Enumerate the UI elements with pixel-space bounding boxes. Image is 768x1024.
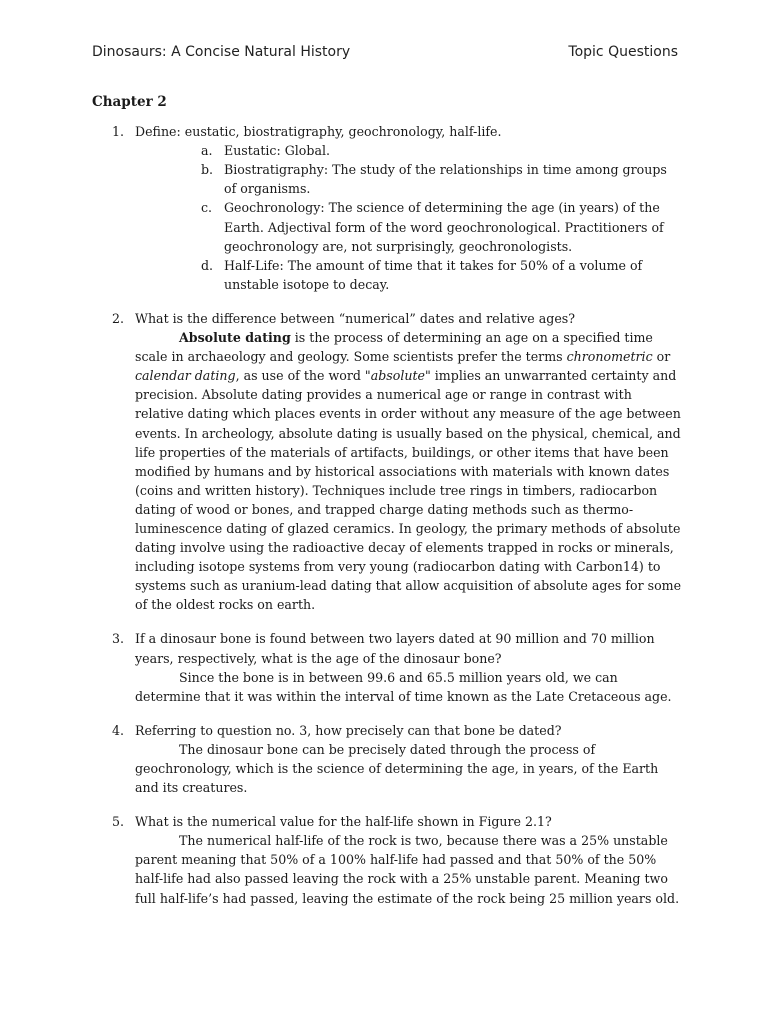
answer-italic-term: "absolute" (364, 368, 431, 384)
definition-letter: c. (201, 200, 213, 216)
answer-text: The dinosaur bone can be precisely dated through the process of geochronology, which is the science of determining the age, in years, of the Earth and its creatures. (135, 741, 659, 796)
question-number: 4. (112, 722, 125, 738)
definition-item (135, 198, 682, 255)
answer-part: implies an unwarranted certainty and precision. Absolute dating provides a numerical age or range in contrast with relative dating which places events in order without any measure of the age between events. In archeology, absolute dating is usually based on the physical, chemical, and life properties of the materials of artifacts, buildings, or other items that have been modified by humans and by historical associations with materials with known dates (coins and written history). Techniques include tree rings in timbers, radiocarbon dating of wood or bones, and trapped charge dating methods such as thermo-luminescence dating of glazed ceramics. In geology, the primary methods of absolute dating involve using the radioactive decay of elements trapped in rocks or minerals, including isotope systems from very young (radiocarbon dating with Carbon14) to systems such as uranium-lead dating that allow acquisition of absolute ages for some of the oldest rocks on earth. (135, 368, 682, 613)
answer-part: , as use of the word (235, 368, 365, 384)
answer-part: or (652, 349, 671, 365)
question-number: 2. (112, 310, 125, 326)
answer-bold-term: Absolute dating (179, 330, 291, 346)
definition-text: Eustatic: Global. (224, 143, 330, 159)
page-header (92, 44, 678, 60)
definition-text: Biostratigraphy: The study of the relationships in time among groups of organisms. (224, 162, 667, 197)
question-text: If a dinosaur bone is found between two layers dated at 90 million and 70 million years, respectively, what is the age of the dinosaur bone? (135, 631, 655, 666)
answer-text (135, 328, 682, 614)
answer-italic-term: calendar dating (135, 368, 236, 384)
question-1 (92, 122, 682, 294)
question-4 (92, 721, 682, 797)
question-number: 5. (112, 814, 125, 830)
definition-letter: a. (201, 143, 213, 159)
definition-item (135, 256, 682, 294)
question-text: What is the numerical value for the half-life shown in Figure 2.1? (135, 814, 552, 830)
answer-text: The numerical half-life of the rock is two, because there was a 25% unstable parent meaning that 50% of a 100% half-life had passed and that 50% of the 50% half-life had also passed leaving the rock with a 25% unstable parent. Meaning two full half-life’s had passed, leaving the estimate of the rock being 25 million years old. (135, 833, 680, 906)
question-text: Referring to question no. 3, how precisely can that bone be dated? (135, 722, 562, 738)
definition-letter: d. (201, 257, 214, 273)
question-5 (92, 812, 682, 907)
question-number: 1. (112, 124, 125, 140)
definition-item (135, 141, 682, 160)
question-3 (92, 629, 682, 705)
answer-italic-term: chronometric (566, 349, 653, 365)
definition-text: Geochronology: The science of determining the age (in years) of the Earth. Adjectival form of the word geochronological. Practitioners of geochronology are, not surprisingly, geochronologists. (224, 200, 664, 254)
header-section-label: Topic Questions (568, 44, 678, 60)
definition-text: Half-Life: The amount of time that it takes for 50% of a volume of unstable isotope to decay. (224, 257, 643, 292)
definition-list (135, 141, 682, 294)
question-list (92, 122, 682, 908)
answer-text: Since the bone is in between 99.6 and 65.5 million years old, we can determine that it was within the interval of time known as the Late Cretaceous age. (135, 669, 672, 704)
header-book-title: Dinosaurs: A Concise Natural History (92, 44, 351, 60)
answer-part: is the process of determining an age on a specified time scale in archaeology and geology. Some scientists prefer the terms (135, 330, 653, 365)
question-number: 3. (112, 631, 125, 647)
definition-letter: b. (201, 162, 214, 178)
question-2 (92, 309, 682, 615)
question-text: Define: eustatic, biostratigraphy, geochronology, half-life. (135, 124, 502, 140)
chapter-title: Chapter 2 (92, 94, 167, 110)
definition-item (135, 160, 682, 198)
question-text: What is the difference between “numerical” dates and relative ages? (135, 310, 575, 326)
document-body (92, 93, 682, 923)
